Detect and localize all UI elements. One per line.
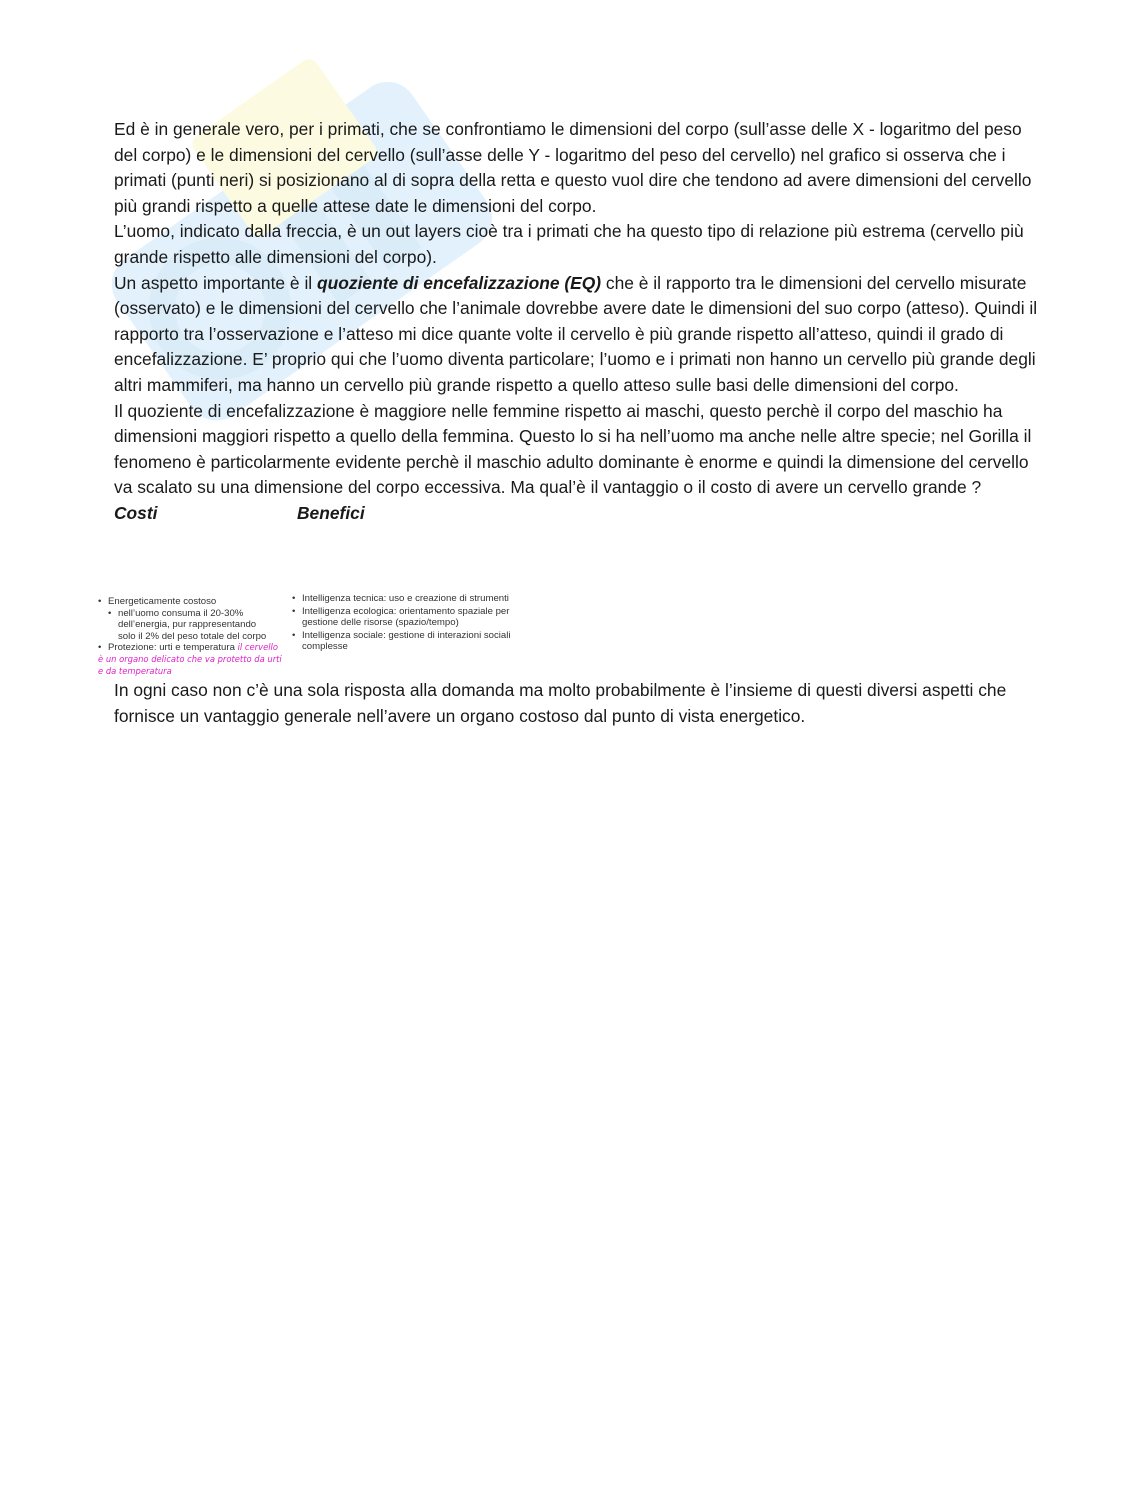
- benefits-column: [292, 593, 532, 654]
- paragraph-primati-body-brain: Ed è in generale vero, per i primati, che se confrontiamo le dimensioni del corpo (sull’asse delle X - logaritmo del peso del corpo) e le dimensioni del cervello (sull’asse delle Y - logaritmo del peso del cervello) nel grafico si osserva che i primati (punti neri) si posizionano al di sopra della retta e questo vuol dire che tendono ad avere dimensioni del cervello più grandi rispetto a quelle attese date le dimensioni del corpo.: [114, 119, 1032, 216]
- paragraph-conclusion: In ogni caso non c’è una sola risposta alla domanda ma molto probabilmente è l’insieme di questi diversi aspetti che fornisce un vantaggio generale nell’avere un organo costoso dal punto di vista energetico.: [114, 680, 1007, 726]
- handwritten-note: il cervello: [237, 642, 278, 653]
- bullet-icon: •: [98, 596, 102, 607]
- bullet-icon: •: [292, 605, 296, 617]
- bullet-icon: •: [292, 629, 296, 641]
- bullet-icon: •: [98, 642, 102, 654]
- costs-item-energy: • Energeticamente costoso: [98, 596, 217, 607]
- benefits-item-social: • Intelligenza sociale: gestione di interazioni sociali complesse: [292, 629, 511, 653]
- costi-heading: Costi: [114, 502, 158, 523]
- benefits-item-ecological: • Intelligenza ecologica: orientamento spaziale per gestione delle risorse (spazio/tempo): [292, 605, 510, 629]
- costs-subitem-energy-share: • nell’uomo consuma il 20-30% dell’energia, pur rappresentando solo il 2% del peso totale del corpo: [108, 607, 267, 642]
- bullet-icon: •: [292, 593, 296, 604]
- costs-item-protection: • Protezione: urti e temperatura il cervello: [98, 642, 278, 654]
- paragraph-uomo-outlier: L’uomo, indicato dalla freccia, è un out layers cioè tra i primati che ha questo tipo di relazione più estrema (cervello più grande rispetto alle dimensioni del corpo).: [114, 221, 1024, 267]
- benefici-heading: Benefici: [297, 502, 365, 523]
- document-body: [114, 117, 1039, 527]
- paragraph-eq-definition: [114, 271, 1039, 399]
- document-conclusion: [114, 678, 1039, 729]
- paragraph-eq-sex-differences: Il quoziente di encefalizzazione è maggiore nelle femmine rispetto ai maschi, questo perchè il corpo del maschio ha dimensioni maggiori rispetto a quello della femmina. Questo lo si ha nell’uomo ma anche nelle altre specie; nel Gorilla il fenomeno è particolarmente evidente perchè il maschio adulto dominante è enorme e quindi la dimensione del cervello va scalato su una dimensione del corpo eccessiva. Ma qual’è il vantaggio o il costo di avere un cervello grande ?: [114, 400, 1032, 498]
- benefits-item-technical: • Intelligenza tecnica: uso e creazione di strumenti: [292, 593, 509, 604]
- costs-benefits-slide-image: [92, 585, 537, 676]
- bullet-icon: •: [108, 607, 112, 619]
- paragraph-eq-intro: Un aspetto importante è il: [114, 272, 317, 293]
- eq-term-emphasis: quoziente di encefalizzazione (EQ): [317, 272, 602, 293]
- costs-benefits-headers: [114, 501, 1039, 527]
- costs-column: [98, 596, 288, 677]
- handwritten-note-continued: è un organo delicato che va protetto da urti e da temperatura: [98, 653, 282, 676]
- paragraph-eq-rest: che è il rapporto tra le dimensioni del cervello misurate (osservato) e le dimensioni del cervello che l’animale dovrebbe avere date le dimensioni del suo corpo (atteso). Quindi il rapporto tra l’osservazione e l’atteso mi dice quante volte il cervello è più grande rispetto all’atteso, quindi il grado di encefalizzazione. E’ proprio qui che l’uomo diventa particolare; l’uomo e i primati non hanno un cervello più grande degli altri mammiferi, ma hanno un cervello più grande rispetto a quello atteso sulle basi delle dimensioni del corpo.: [114, 272, 1038, 395]
